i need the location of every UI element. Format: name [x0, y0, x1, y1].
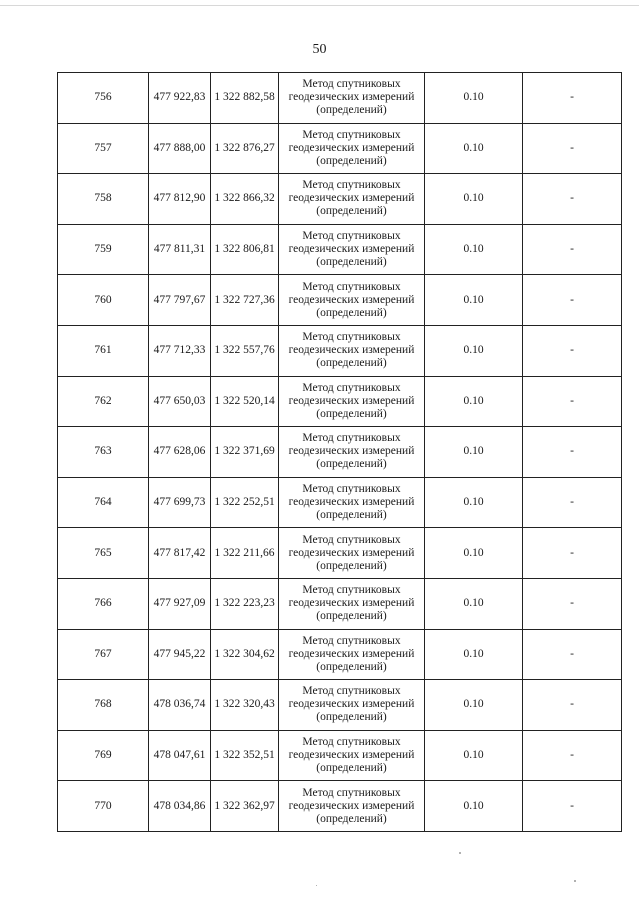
y-coordinate-cell-text: 1 322 352,51 — [214, 749, 275, 762]
method-cell — [279, 73, 425, 124]
y-coordinate-cell — [211, 427, 279, 478]
note-cell-text: - — [570, 192, 574, 205]
point-number-cell — [58, 680, 149, 731]
x-coordinate-cell-text: 477 817,42 — [153, 546, 206, 559]
table-row — [58, 578, 622, 629]
x-coordinate-cell — [149, 123, 211, 174]
point-number-cell — [58, 781, 149, 832]
x-coordinate-cell — [149, 174, 211, 225]
accuracy-cell — [425, 781, 523, 832]
method-cell-text: Метод спутниковых геодезических измерений (определений) — [288, 280, 415, 319]
note-cell-text: - — [570, 344, 574, 357]
note-cell-text: - — [570, 749, 574, 762]
note-cell — [523, 730, 622, 781]
accuracy-cell-text: 0.10 — [463, 647, 484, 660]
point-number-cell — [58, 477, 149, 528]
point-number-cell-text: 766 — [94, 597, 112, 610]
note-cell-text: - — [570, 597, 574, 610]
y-coordinate-cell — [211, 680, 279, 731]
y-coordinate-cell — [211, 376, 279, 427]
accuracy-cell-text: 0.10 — [463, 749, 484, 762]
y-coordinate-cell-text: 1 322 876,27 — [214, 141, 275, 154]
accuracy-cell — [425, 680, 523, 731]
y-coordinate-cell — [211, 781, 279, 832]
x-coordinate-cell-text: 477 712,33 — [153, 344, 206, 357]
note-cell-text: - — [570, 799, 574, 812]
point-number-cell-text: 758 — [94, 192, 112, 205]
table-row — [58, 781, 622, 832]
x-coordinate-cell — [149, 781, 211, 832]
y-coordinate-cell-text: 1 322 304,62 — [214, 647, 275, 660]
accuracy-cell-text: 0.10 — [463, 394, 484, 407]
note-cell — [523, 325, 622, 376]
note-cell — [523, 275, 622, 326]
point-number-cell-text: 767 — [94, 647, 112, 660]
point-number-cell — [58, 325, 149, 376]
y-coordinate-cell-text: 1 322 252,51 — [214, 496, 275, 509]
method-cell — [279, 477, 425, 528]
accuracy-cell-text: 0.10 — [463, 445, 484, 458]
table-row — [58, 528, 622, 579]
table-row — [58, 477, 622, 528]
accuracy-cell-text: 0.10 — [463, 192, 484, 205]
y-coordinate-cell — [211, 174, 279, 225]
y-coordinate-cell-text: 1 322 223,23 — [214, 597, 275, 610]
method-cell-text: Метод спутниковых геодезических измерений (определений) — [288, 786, 415, 825]
point-number-cell — [58, 224, 149, 275]
x-coordinate-cell-text: 478 034,86 — [153, 799, 206, 812]
x-coordinate-cell — [149, 730, 211, 781]
table-row — [58, 427, 622, 478]
accuracy-cell-text: 0.10 — [463, 496, 484, 509]
note-cell-text: - — [570, 293, 574, 306]
table-row — [58, 73, 622, 124]
x-coordinate-cell — [149, 224, 211, 275]
note-cell-text: - — [570, 698, 574, 711]
point-number-cell — [58, 427, 149, 478]
x-coordinate-cell-text: 477 650,03 — [153, 394, 206, 407]
y-coordinate-cell — [211, 325, 279, 376]
accuracy-cell — [425, 224, 523, 275]
coordinates-table — [57, 72, 622, 832]
point-number-cell-text: 759 — [94, 243, 112, 256]
method-cell-text: Метод спутниковых геодезических измерений (определений) — [288, 331, 415, 370]
note-cell — [523, 224, 622, 275]
point-number-cell — [58, 578, 149, 629]
x-coordinate-cell — [149, 427, 211, 478]
note-cell — [523, 680, 622, 731]
point-number-cell — [58, 629, 149, 680]
y-coordinate-cell — [211, 224, 279, 275]
note-cell-text: - — [570, 445, 574, 458]
accuracy-cell — [425, 325, 523, 376]
x-coordinate-cell — [149, 73, 211, 124]
point-number-cell-text: 769 — [94, 749, 112, 762]
method-cell-text: Метод спутниковых геодезических измерений (определений) — [288, 483, 415, 522]
method-cell-text: Метод спутниковых геодезических измерений (определений) — [288, 432, 415, 471]
point-number-cell-text: 762 — [94, 394, 112, 407]
point-number-cell-text: 757 — [94, 141, 112, 154]
point-number-cell-text: 770 — [94, 799, 112, 812]
note-cell-text: - — [570, 91, 574, 104]
y-coordinate-cell-text: 1 322 371,69 — [214, 445, 275, 458]
x-coordinate-cell-text: 477 628,06 — [153, 445, 206, 458]
note-cell — [523, 427, 622, 478]
y-coordinate-cell-text: 1 322 866,32 — [214, 192, 275, 205]
point-number-cell — [58, 174, 149, 225]
x-coordinate-cell — [149, 477, 211, 528]
method-cell-text: Метод спутниковых геодезических измерений (определений) — [288, 128, 415, 167]
accuracy-cell — [425, 730, 523, 781]
point-number-cell-text: 756 — [94, 91, 112, 104]
point-number-cell-text: 764 — [94, 496, 112, 509]
method-cell-text: Метод спутниковых геодезических измерений (определений) — [288, 584, 415, 623]
point-number-cell — [58, 528, 149, 579]
table-row — [58, 680, 622, 731]
x-coordinate-cell — [149, 528, 211, 579]
table-row — [58, 123, 622, 174]
accuracy-cell — [425, 73, 523, 124]
method-cell — [279, 781, 425, 832]
note-cell — [523, 528, 622, 579]
note-cell-text: - — [570, 394, 574, 407]
accuracy-cell-text: 0.10 — [463, 799, 484, 812]
table-row — [58, 325, 622, 376]
method-cell-text: Метод спутниковых геодезических измерений (определений) — [288, 533, 415, 572]
x-coordinate-cell-text: 477 922,83 — [153, 91, 206, 104]
accuracy-cell — [425, 427, 523, 478]
y-coordinate-cell — [211, 730, 279, 781]
point-number-cell — [58, 275, 149, 326]
y-coordinate-cell — [211, 477, 279, 528]
point-number-cell-text: 760 — [94, 293, 112, 306]
method-cell-text: Метод спутниковых геодезических измерений (определений) — [288, 179, 415, 218]
y-coordinate-cell-text: 1 322 806,81 — [214, 243, 275, 256]
note-cell — [523, 174, 622, 225]
x-coordinate-cell-text: 477 812,90 — [153, 192, 206, 205]
x-coordinate-cell — [149, 376, 211, 427]
method-cell-text: Метод спутниковых геодезических измерений (определений) — [288, 634, 415, 673]
x-coordinate-cell — [149, 629, 211, 680]
y-coordinate-cell — [211, 123, 279, 174]
point-number-cell-text: 765 — [94, 546, 112, 559]
note-cell-text: - — [570, 243, 574, 256]
method-cell-text: Метод спутниковых геодезических измерений (определений) — [288, 78, 415, 117]
accuracy-cell-text: 0.10 — [463, 243, 484, 256]
x-coordinate-cell — [149, 578, 211, 629]
x-coordinate-cell — [149, 275, 211, 326]
table-row — [58, 275, 622, 326]
y-coordinate-cell — [211, 275, 279, 326]
x-coordinate-cell-text: 477 888,00 — [153, 141, 206, 154]
method-cell-text: Метод спутниковых геодезических измерений (определений) — [288, 230, 415, 269]
method-cell-text: Метод спутниковых геодезических измерений (определений) — [288, 736, 415, 775]
x-coordinate-cell-text: 477 699,73 — [153, 496, 206, 509]
coordinates-table-body — [58, 73, 622, 832]
point-number-cell-text: 768 — [94, 698, 112, 711]
accuracy-cell-text: 0.10 — [463, 597, 484, 610]
x-coordinate-cell — [149, 680, 211, 731]
note-cell — [523, 477, 622, 528]
method-cell — [279, 376, 425, 427]
table-row — [58, 224, 622, 275]
accuracy-cell — [425, 629, 523, 680]
y-coordinate-cell-text: 1 322 320,43 — [214, 698, 275, 711]
y-coordinate-cell-text: 1 322 557,76 — [214, 344, 275, 357]
accuracy-cell — [425, 275, 523, 326]
accuracy-cell-text: 0.10 — [463, 293, 484, 306]
method-cell — [279, 427, 425, 478]
note-cell-text: - — [570, 496, 574, 509]
method-cell-text: Метод спутниковых геодезических измерений (определений) — [288, 381, 415, 420]
note-cell-text: - — [570, 546, 574, 559]
method-cell — [279, 629, 425, 680]
accuracy-cell-text: 0.10 — [463, 91, 484, 104]
note-cell — [523, 781, 622, 832]
accuracy-cell — [425, 477, 523, 528]
point-number-cell — [58, 123, 149, 174]
y-coordinate-cell — [211, 578, 279, 629]
point-number-cell — [58, 376, 149, 427]
accuracy-cell — [425, 528, 523, 579]
y-coordinate-cell — [211, 528, 279, 579]
method-cell — [279, 680, 425, 731]
method-cell — [279, 578, 425, 629]
scan-speck — [459, 852, 461, 854]
accuracy-cell-text: 0.10 — [463, 546, 484, 559]
table-row — [58, 174, 622, 225]
method-cell — [279, 224, 425, 275]
note-cell — [523, 629, 622, 680]
note-cell-text: - — [570, 647, 574, 660]
point-number-cell-text: 761 — [94, 344, 112, 357]
x-coordinate-cell-text: 477 797,67 — [153, 293, 206, 306]
accuracy-cell — [425, 174, 523, 225]
page-edge-line — [0, 5, 639, 6]
accuracy-cell-text: 0.10 — [463, 344, 484, 357]
y-coordinate-cell-text: 1 322 211,66 — [214, 546, 275, 559]
method-cell — [279, 275, 425, 326]
method-cell — [279, 174, 425, 225]
x-coordinate-cell-text: 478 036,74 — [153, 698, 206, 711]
y-coordinate-cell-text: 1 322 727,36 — [214, 293, 275, 306]
x-coordinate-cell-text: 478 047,61 — [153, 749, 206, 762]
method-cell — [279, 325, 425, 376]
x-coordinate-cell — [149, 325, 211, 376]
y-coordinate-cell — [211, 73, 279, 124]
accuracy-cell-text: 0.10 — [463, 698, 484, 711]
method-cell — [279, 730, 425, 781]
table-row — [58, 629, 622, 680]
x-coordinate-cell-text: 477 811,31 — [153, 243, 206, 256]
y-coordinate-cell — [211, 629, 279, 680]
accuracy-cell-text: 0.10 — [463, 141, 484, 154]
y-coordinate-cell-text: 1 322 362,97 — [214, 799, 275, 812]
note-cell — [523, 73, 622, 124]
table-row — [58, 376, 622, 427]
table-row — [58, 730, 622, 781]
method-cell-text: Метод спутниковых геодезических измерений (определений) — [288, 685, 415, 724]
scan-speck — [316, 885, 317, 886]
y-coordinate-cell-text: 1 322 882,58 — [214, 91, 275, 104]
method-cell — [279, 123, 425, 174]
note-cell — [523, 123, 622, 174]
point-number-cell — [58, 73, 149, 124]
note-cell-text: - — [570, 141, 574, 154]
note-cell — [523, 376, 622, 427]
accuracy-cell — [425, 578, 523, 629]
accuracy-cell — [425, 123, 523, 174]
x-coordinate-cell-text: 477 945,22 — [153, 647, 206, 660]
point-number-cell-text: 763 — [94, 445, 112, 458]
note-cell — [523, 578, 622, 629]
page-number: 50 — [312, 42, 327, 57]
accuracy-cell — [425, 376, 523, 427]
method-cell — [279, 528, 425, 579]
scan-speck — [574, 880, 576, 882]
y-coordinate-cell-text: 1 322 520,14 — [214, 394, 275, 407]
point-number-cell — [58, 730, 149, 781]
x-coordinate-cell-text: 477 927,09 — [153, 597, 206, 610]
